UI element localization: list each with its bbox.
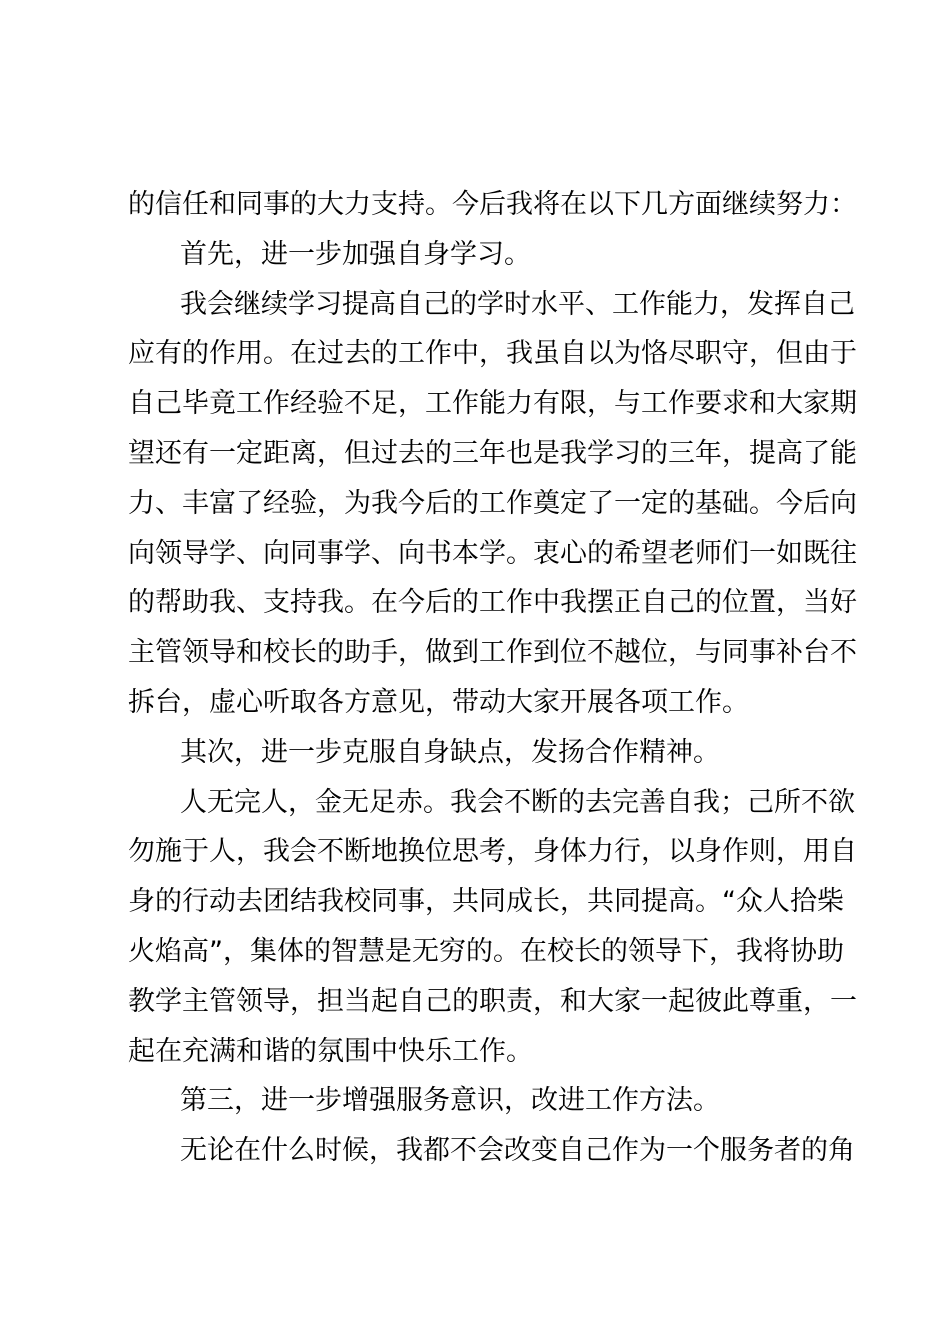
text-line: 教学主管领导，担当起自己的职责，和大家一起彼此尊重，一	[128, 985, 857, 1017]
text-line: 自己毕竟工作经验不足，工作能力有限，与工作要求和大家期	[128, 388, 857, 420]
text-line: 火焰高”，集体的智慧是无穷的。在校长的领导下，我将协助	[128, 935, 844, 967]
text-line: 我会继续学习提高自己的学时水平、工作能力，发挥自己	[180, 288, 855, 320]
text-line: 拆台，虚心听取各方意见，带动大家开展各项工作。	[128, 686, 749, 718]
text-line: 的帮助我、支持我。在今后的工作中我摆正自己的位置，当好	[128, 587, 857, 619]
text-line: 起在充满和谐的氛围中快乐工作。	[128, 1035, 533, 1067]
section-heading-second: 其次，进一步克服自身缺点，发扬合作精神。	[180, 736, 720, 768]
text-line: 勿施于人，我会不断地换位思考，身体力行，以身作则，用自	[128, 836, 857, 868]
text-line: 人无完人，金无足赤。我会不断的去完善自我；己所不欲	[180, 786, 855, 818]
text-line: 力、丰富了经验，为我今后的工作奠定了一定的基础。今后向	[128, 487, 857, 519]
section-heading-third: 第三，进一步增强服务意识，改进工作方法。	[180, 1085, 720, 1117]
text-line: 望还有一定距离，但过去的三年也是我学习的三年，提高了能	[128, 437, 857, 469]
text-line: 无论在什么时候，我都不会改变自己作为一个服务者的角	[180, 1135, 855, 1167]
text-line: 身的行动去团结我校同事，共同成长，共同提高。“众人拾柴	[128, 886, 844, 918]
section-heading-first: 首先，进一步加强自身学习。	[180, 238, 531, 270]
document-body	[128, 180, 857, 1176]
text-line: 向领导学、向同事学、向书本学。衷心的希望老师们一如既往	[128, 537, 857, 569]
text-line: 的信任和同事的大力支持。今后我将在以下几方面继续努力：	[128, 189, 857, 220]
text-line: 应有的作用。在过去的工作中，我虽自以为恪尽职守，但由于	[128, 338, 857, 370]
text-line: 主管领导和校长的助手，做到工作到位不越位，与同事补台不	[128, 637, 857, 669]
